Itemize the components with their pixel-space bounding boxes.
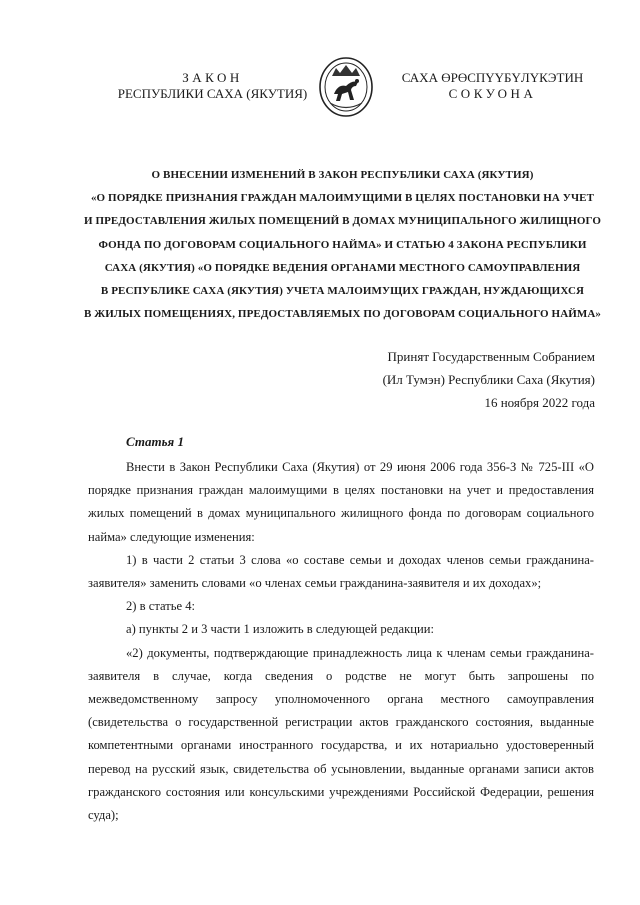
header-right-line1: САХА ӨРӨСПҮҮБҮЛҮКЭТИН [401,70,584,85]
coat-of-arms-icon [318,56,374,118]
article-body [88,456,594,827]
article-heading: Статья 1 [126,434,184,449]
adoption-line1: Принят Государственным Собранием [387,349,595,364]
title-line: В РЕСПУБЛИКЕ САХА (ЯКУТИЯ) УЧЕТА МАЛОИМУЩИХ ГРАЖДАН, НУЖДАЮЩИХСЯ [100,285,585,298]
paragraph: Внести в Закон Республики Саха (Якутия) от 29 июня 2006 года 356-З № 725-III «О порядке признания граждан малоимущими в целях постановки на учет и предоставления жилых помещений в домах муниципального жилищного фонда по договорам социального найма» следующие изменения: [88,460,594,544]
adoption-note [295,345,595,414]
title-line: И ПРЕДОСТАВЛЕНИЯ ЖИЛЫХ ПОМЕЩЕНИЙ В ДОМАХ МУНИЦИПАЛЬНОГО ЖИЛИЩНОГО [83,215,602,228]
title-line: В ЖИЛЫХ ПОМЕЩЕНИЯХ, ПРЕДОСТАВЛЯЕМЫХ ПО ДОГОВОРАМ СОЦИАЛЬНОГО НАЙМА» [83,308,602,321]
header-right [395,70,590,102]
adoption-date: 16 ноября 2022 года [484,395,595,410]
paragraph: «2) документы, подтверждающие принадлежность лица к членам семьи гражданина-заявителя в случае, когда сведения о родстве не могут быть запрошены по межведомственному запросу уполномоченного органа местного самоуправления (свидетельства о государственной регистрации актов гражданского состояния, выданные компетентными органами иностранного государства, и их нотариально удостоверенный перевод на русский язык, свидетельства об усыновлении, выданные органами записи актов гражданского состояния или консульскими учреждениями Российской Федерации, решения суда); [88,645,594,823]
paragraph: а) пункты 2 и 3 части 1 изложить в следующей редакции: [126,622,434,637]
header-right-line2: СОКУОНА [448,86,537,101]
paragraph: 1) в части 2 статьи 3 слова «о составе семьи и доходах членов семьи гражданина-заявителя» заменить словами «о членах семьи гражданина-заявителя и их доходах»; [88,552,594,591]
header-left-line2: РЕСПУБЛИКИ САХА (ЯКУТИЯ) [117,86,308,101]
title-line: САХА (ЯКУТИЯ) «О ПОРЯДКЕ ВЕДЕНИЯ ОРГАНАМИ МЕСТНОГО САМОУПРАВЛЕНИЯ [104,261,581,274]
header-left-line1: ЗАКОН [182,70,243,85]
header-left [100,70,325,102]
law-title [70,164,615,326]
title-line: О ВНЕСЕНИИ ИЗМЕНЕНИЙ В ЗАКОН РЕСПУБЛИКИ САХА (ЯКУТИЯ) [151,169,534,181]
adoption-line2: (Ил Тумэн) Республики Саха (Якутия) [382,372,595,387]
title-line: «О ПОРЯДКЕ ПРИЗНАНИЯ ГРАЖДАН МАЛОИМУЩИМИ В ЦЕЛЯХ ПОСТАНОВКИ НА УЧЕТ [90,192,595,205]
paragraph: 2) в статье 4: [126,599,196,614]
title-line: ФОНДА ПО ДОГОВОРАМ СОЦИАЛЬНОГО НАЙМА» И СТАТЬЮ 4 ЗАКОНА РЕСПУБЛИКИ [98,238,587,251]
